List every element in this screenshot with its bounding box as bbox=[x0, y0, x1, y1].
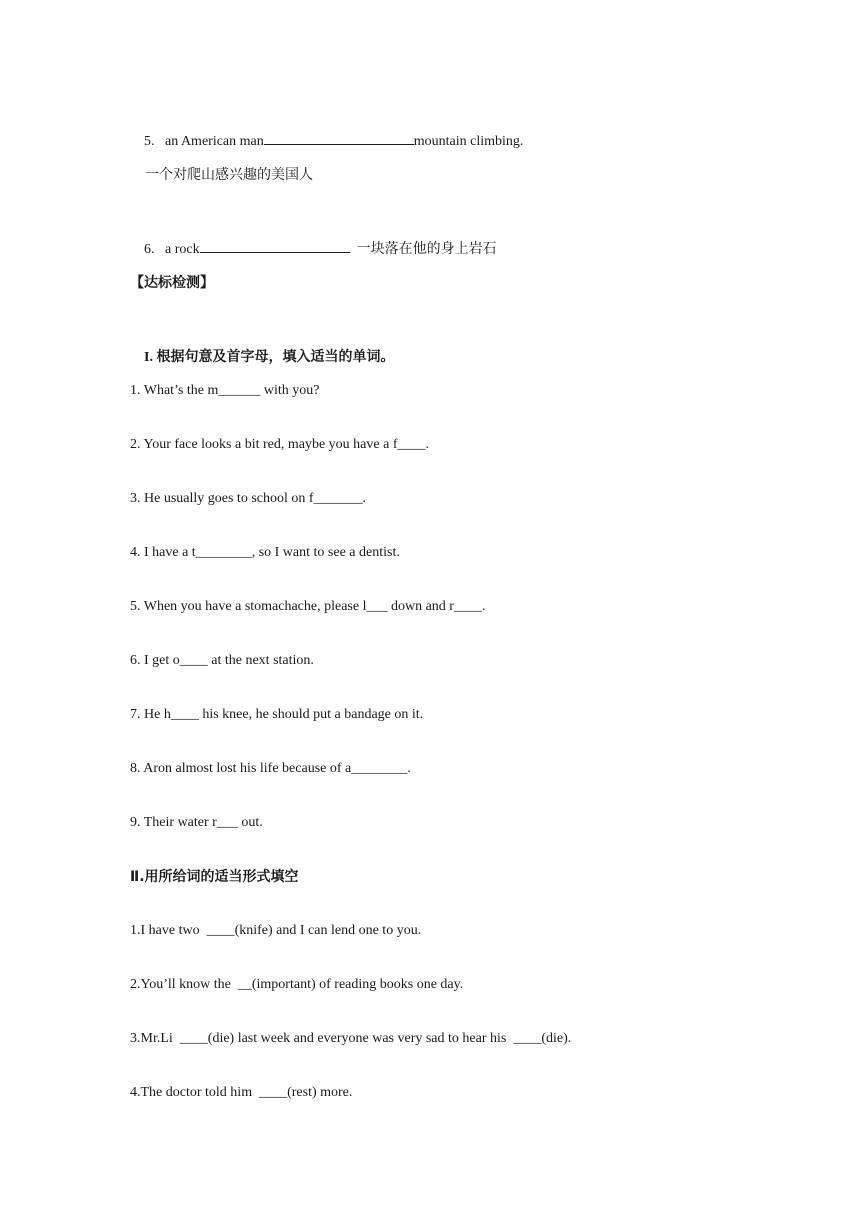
exercise-item: 2.You’ll know the __(important) of reading books one day. bbox=[130, 977, 464, 992]
part1-roman-numeral: I. bbox=[144, 350, 153, 365]
phrase-text-before: a rock bbox=[165, 242, 200, 257]
phrase-item-6 bbox=[130, 219, 497, 280]
exercise-item: 4.The doctor told him ____(rest) more. bbox=[130, 1085, 353, 1100]
exercise-item: 3. He usually goes to school on f_______. bbox=[130, 491, 367, 506]
exercise-item: 5. When you have a stomachache, please l___ down and r____. bbox=[130, 599, 486, 614]
exercise-item: 9. Their water r___ out. bbox=[130, 815, 263, 830]
phrase-translation-6: 一块落在他的身上岩石 bbox=[356, 241, 497, 257]
exercise-item: 3.Mr.Li ____(die) last week and everyone was very sad to hear his ____(die). bbox=[130, 1031, 572, 1046]
section-title: 【达标检测】 bbox=[130, 275, 214, 291]
part2-heading: Ⅱ.用所给词的适当形式填空 bbox=[130, 869, 299, 885]
answer-blank[interactable] bbox=[264, 131, 414, 145]
exercise-item: 2. Your face looks a bit red, maybe you have a f____. bbox=[130, 437, 429, 452]
exercise-item: 7. He h____ his knee, he should put a bandage on it. bbox=[130, 707, 424, 722]
phrase-translation-5: 一个对爬山感兴趣的美国人 bbox=[145, 167, 313, 183]
exercise-item: 1.I have two ____(knife) and I can lend one to you. bbox=[130, 923, 422, 938]
part1-heading bbox=[130, 327, 394, 388]
exercise-item: 8. Aron almost lost his life because of a________. bbox=[130, 761, 411, 776]
phrase-number: 5. bbox=[144, 134, 155, 149]
exercise-item: 1. What’s the m______ with you? bbox=[130, 383, 320, 398]
answer-blank[interactable] bbox=[200, 239, 350, 253]
phrase-text-before: an American man bbox=[165, 134, 264, 149]
phrase-item-5 bbox=[130, 111, 523, 172]
phrase-text-after: mountain climbing. bbox=[413, 134, 524, 149]
exercise-item: 6. I get o____ at the next station. bbox=[130, 653, 314, 668]
part1-instruction: 根据句意及首字母，填入适当的单词。 bbox=[156, 349, 395, 365]
phrase-number: 6. bbox=[144, 242, 155, 257]
exercise-item: 4. I have a t________, so I want to see a dentist. bbox=[130, 545, 400, 560]
